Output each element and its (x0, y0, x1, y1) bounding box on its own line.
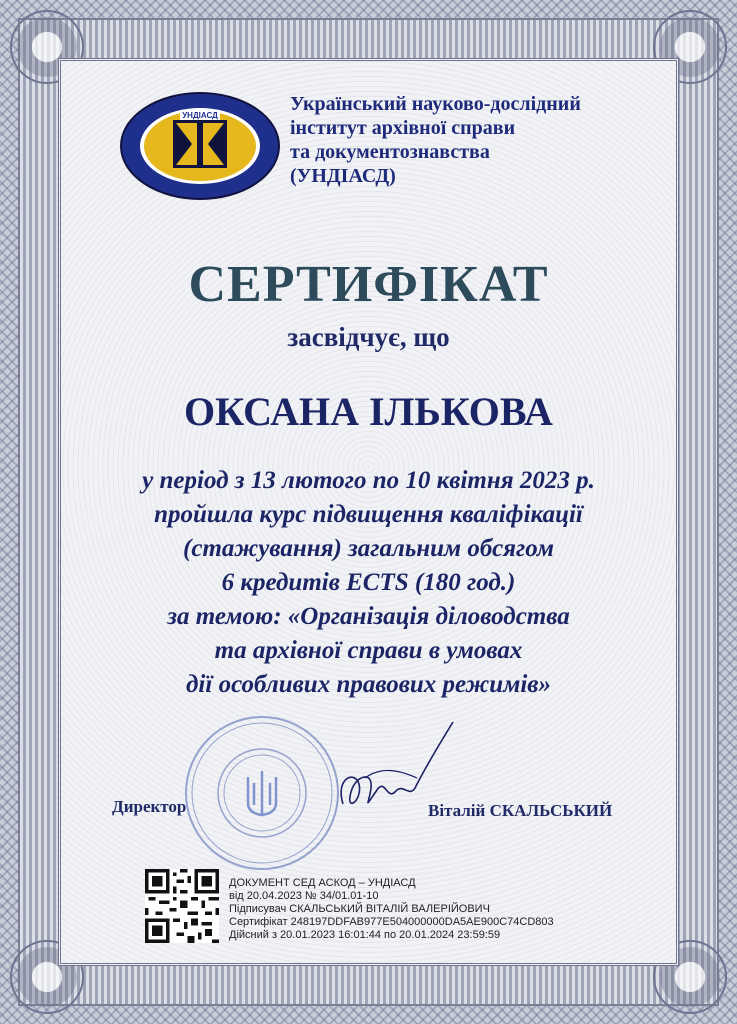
body-line: у період з 13 лютого по 10 квітня 2023 р. (142, 467, 595, 494)
official-stamp-icon (182, 713, 342, 873)
doc-info-line: Сертифікат 248197DDFAB977E504000000DA5AE900C74CD803 (229, 916, 554, 928)
institution-name-line: та документознавства (290, 141, 490, 163)
institution-name-line: (УНДІАСД) (290, 165, 396, 187)
body-line: за темою: «Організація діловодства (167, 603, 570, 630)
emblem-label: УНДІАСД (182, 111, 218, 120)
doc-info-line: Дійсний з 20.01.2023 16:01:44 по 20.01.2024 23:59:59 (229, 929, 501, 941)
institute-emblem-icon (118, 90, 282, 202)
qr-code-icon (145, 869, 219, 943)
institution-name-line: Український науково-дослідний (290, 93, 581, 115)
institution-name (290, 92, 650, 188)
body-line: та архівної справи в умовах (214, 637, 523, 664)
body-line: (стажування) загальним обсягом (183, 535, 554, 562)
signatory-role: Директор (112, 797, 187, 816)
body-line: дії особливих правових режимів» (186, 671, 551, 698)
body-line: пройшла курс підвищення кваліфікації (154, 501, 583, 528)
certificate-subtitle: засвідчує, що (287, 322, 450, 352)
doc-info-line: ДОКУМЕНТ СЕД АСКОД – УНДІАСД (229, 877, 416, 889)
doc-info-line: від 20.04.2023 № 34/01.01-10 (229, 890, 379, 902)
recipient-name: ОКСАНА ІЛЬКОВА (184, 389, 553, 434)
institution-name-line: інститут архівної справи (290, 117, 516, 139)
doc-info-line: Підписувач СКАЛЬСЬКИЙ ВІТАЛІЙ ВАЛЕРІЙОВИЧ (229, 903, 490, 915)
certificate-title: СЕРТИФІКАТ (188, 256, 549, 313)
body-line: 6 кредитів ECTS (180 год.) (221, 569, 516, 596)
electronic-document-info (229, 877, 609, 942)
signatory-name: Віталій СКАЛЬСЬКИЙ (428, 801, 613, 820)
certificate-body (0, 464, 737, 702)
